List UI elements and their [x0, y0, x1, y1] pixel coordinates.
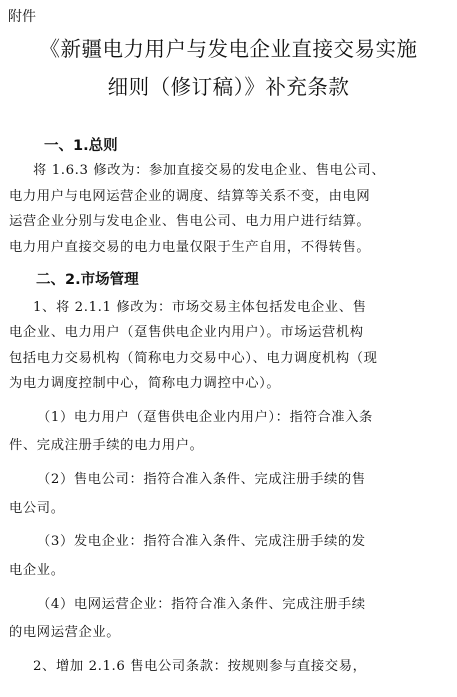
paragraph-line: 的电网运营企业。 — [9, 625, 121, 640]
section-heading-general: 一、1.总则 — [44, 138, 118, 154]
paragraph-line: 1、将 2.1.1 修改为：市场交易主体包括发电企业、售 — [33, 300, 367, 315]
paragraph-line: 件、完成注册手续的电力用户。 — [9, 438, 204, 453]
paragraph-line: 电公司。 — [9, 501, 65, 516]
paragraph-line: 2、增加 2.1.6 售电公司条款：按规则参与直接交易， — [33, 659, 367, 674]
paragraph-line: 将 1.6.3 修改为：参加直接交易的发电企业、售电公司、 — [33, 163, 386, 178]
paragraph-line: 包括电力交易机构（简称电力交易中心）、电力调度机构（现 — [9, 351, 378, 366]
paragraph-line: 运营企业分别与发电企业、售电公司、电力用户进行结算。 — [9, 214, 371, 229]
paragraph-line: 为电力调度控制中心，简称电力调控中心）。 — [9, 376, 281, 391]
paragraph-line: 电企业。 — [9, 563, 65, 578]
attachment-label: 附件 — [8, 9, 36, 25]
paragraph-line: （3）发电企业：指符合准入条件、完成注册手续的发 — [37, 534, 366, 549]
section-heading-market-management: 二、2.市场管理 — [36, 272, 139, 288]
paragraph-line: （4）电网运营企业：指符合准入条件、完成注册手续 — [37, 597, 366, 612]
paragraph-line: 电力用户直接交易的电力电量仅限于生产自用，不得转售。 — [9, 240, 371, 255]
paragraph-line: （1）电力用户（趸售供电企业内用户）：指符合准入条 — [37, 410, 373, 425]
paragraph-line: 电力用户与电网运营企业的调度、结算等关系不变，由电网 — [9, 189, 371, 204]
paragraph-line: （2）售电公司：指符合准入条件、完成注册手续的售 — [37, 472, 366, 487]
document-title-line-2: 细则（修订稿）》补充条款 — [107, 75, 350, 99]
document-title-line-1: 《新疆电力用户与发电企业直接交易实施 — [39, 37, 418, 61]
paragraph-line: 电企业、电力用户（趸售供电企业内用户）。市场运营机构 — [9, 325, 364, 340]
